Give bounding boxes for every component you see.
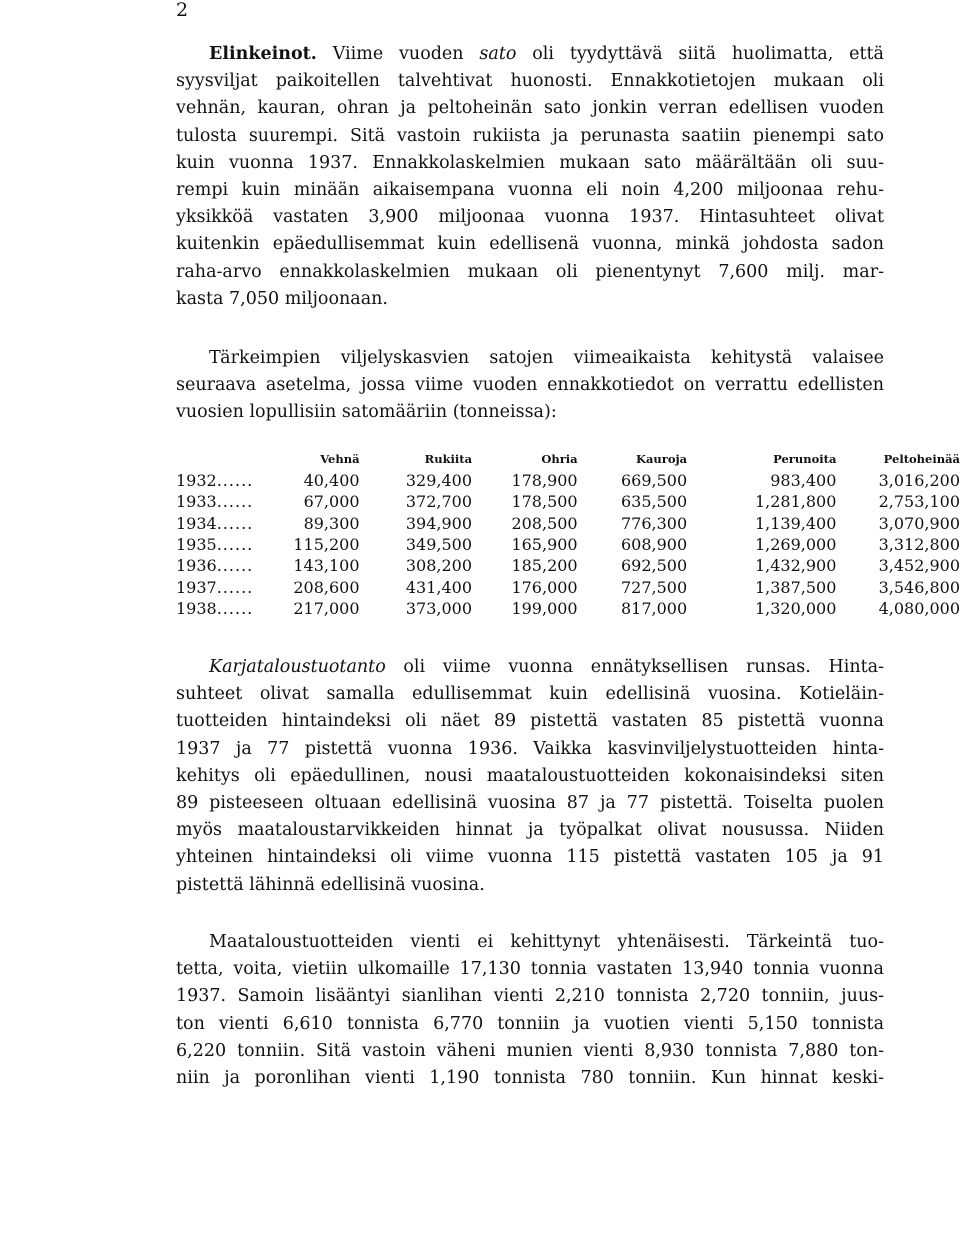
value-cell: 1,139,400 bbox=[754, 513, 837, 533]
text-line: vehnän, kauran, ohran ja peltoheinän sato jonkin verran edellisen vuoden bbox=[176, 98, 884, 119]
year-cell bbox=[176, 491, 286, 512]
value-cell: 208,600 bbox=[293, 577, 360, 597]
text-line: rempi kuin minään aikaisempana vuonna eli noin 4,200 miljoonaa rehu- bbox=[176, 179, 884, 200]
value-cell: 178,900 bbox=[511, 471, 578, 491]
text-line: vuosien lopullisiin satomääriin (tonneissa): bbox=[176, 402, 557, 423]
paragraph-table-intro bbox=[176, 345, 884, 427]
value-cell: 40,400 bbox=[303, 471, 360, 491]
page-number: 2 bbox=[176, 0, 189, 21]
value-cell: 67,000 bbox=[303, 492, 360, 512]
text-line: syysviljat paikoitellen talvehtivat huonosti. Ennakkotietojen mukaan oli bbox=[176, 71, 884, 92]
value-cell: 608,900 bbox=[620, 535, 688, 555]
value-cell: 983,400 bbox=[770, 471, 837, 491]
text-line: 1937. Samoin lisääntyi sianlihan vienti 2,210 tonnista 2,720 tonniin, juus- bbox=[176, 986, 884, 1007]
table-row bbox=[176, 534, 960, 555]
value-cell: 185,200 bbox=[511, 556, 578, 576]
text-line: raha-arvo ennakkolaskelmien mukaan oli pienentynyt 7,600 milj. mar- bbox=[176, 261, 884, 282]
value-cell: 115,200 bbox=[293, 535, 360, 555]
text-line: yhteinen hintaindeksi oli viime vuonna 115 pistettä vastaten 105 ja 91 bbox=[176, 847, 884, 868]
value-cell: 1,387,500 bbox=[754, 577, 837, 597]
paragraph-vienti bbox=[176, 929, 884, 1092]
text-line: suhteet olivat samalla edullisemmat kuin edellisinä vuosina. Kotieläin- bbox=[176, 684, 884, 705]
value-cell: 3,016,200 bbox=[878, 471, 960, 491]
text-line: pistettä lähinnä edellisinä vuosina. bbox=[176, 874, 485, 895]
value-cell: 143,100 bbox=[293, 556, 360, 576]
paragraph-karjatalous bbox=[176, 654, 884, 899]
text-line: myös maataloustarvikkeiden hinnat ja työpalkat olivat nousussa. Niiden bbox=[176, 820, 884, 841]
value-cell: 199,000 bbox=[511, 598, 578, 618]
value-cell: 3,312,800 bbox=[878, 535, 960, 555]
leader-dots: ...... bbox=[216, 598, 254, 618]
value-cell: 89,300 bbox=[303, 513, 360, 533]
year-cell bbox=[176, 598, 286, 619]
paragraph-elinkeinot bbox=[176, 41, 884, 313]
year-label: 1936 bbox=[176, 556, 217, 576]
text-line: 89 pisteeseen oltuaan edellisinä vuosina 87 ja 77 pistettä. Toiselta puolen bbox=[176, 792, 884, 813]
text-fragment: Viime vuoden bbox=[332, 44, 480, 64]
year-cell bbox=[176, 513, 286, 534]
text-line: tulosta suurempi. Sitä vastoin rukiista ja perunasta saatiin pienempi sato bbox=[176, 125, 884, 146]
value-cell: 165,900 bbox=[511, 535, 578, 555]
table-row bbox=[176, 576, 960, 597]
value-cell: 329,400 bbox=[405, 471, 473, 491]
text-line bbox=[176, 654, 884, 681]
section-heading: Elinkeinot. bbox=[209, 44, 317, 64]
value-cell: 727,500 bbox=[620, 577, 688, 597]
leader-dots: ...... bbox=[216, 556, 254, 576]
text-line: niin ja poronlihan vienti 1,190 tonnista 780 tonniin. Kun hinnat keski- bbox=[176, 1067, 884, 1088]
text-line: Tärkeimpien viljelyskasvien satojen viimeaikaista kehitystä valaisee bbox=[209, 348, 884, 368]
value-cell: 178,500 bbox=[511, 492, 578, 512]
value-cell: 1,432,900 bbox=[754, 556, 837, 576]
value-cell: 308,200 bbox=[405, 556, 473, 576]
value-cell: 3,546,800 bbox=[878, 577, 960, 597]
value-cell: 349,500 bbox=[405, 535, 473, 555]
value-cell: 776,300 bbox=[620, 513, 688, 533]
year-label: 1934 bbox=[176, 513, 217, 533]
value-cell: 635,500 bbox=[620, 492, 688, 512]
text-line: ton vienti 6,610 tonnista 6,770 tonniin ja vuotien vienti 5,150 tonnista bbox=[176, 1013, 884, 1034]
table-row bbox=[176, 491, 960, 512]
column-header: Rukiita bbox=[424, 452, 473, 466]
text-line: tuotteiden hintaindeksi oli näet 89 pistettä vastaten 85 pistettä vuonna bbox=[176, 711, 884, 732]
year-label: 1935 bbox=[176, 535, 217, 555]
text-line: kehitys oli epäedullinen, nousi maataloustuotteiden kokonaisindeksi siten bbox=[176, 765, 884, 786]
crop-yield-table bbox=[176, 448, 960, 619]
text-fragment: oli tyydyttävä siitä huolimatta, että bbox=[516, 44, 884, 64]
text-line: seuraava asetelma, jossa viime vuoden ennakkotiedot on verrattu edellisten bbox=[176, 375, 884, 396]
column-header: Ohria bbox=[541, 452, 578, 466]
value-cell: 3,070,900 bbox=[878, 513, 960, 533]
text-line: 1937 ja 77 pistettä vuonna 1936. Vaikka kasvinviljelystuotteiden hinta- bbox=[176, 738, 884, 759]
value-cell: 2,753,100 bbox=[878, 492, 960, 512]
text-fragment: oli viime vuonna ennätyksellisen runsas. Hinta- bbox=[385, 657, 884, 677]
table-row bbox=[176, 598, 960, 619]
leader-dots: ...... bbox=[216, 513, 254, 533]
value-cell: 3,452,900 bbox=[878, 556, 960, 576]
value-cell: 692,500 bbox=[620, 556, 688, 576]
table-body bbox=[176, 470, 960, 619]
year-cell bbox=[176, 534, 286, 555]
value-cell: 373,000 bbox=[405, 598, 473, 618]
text-line: kuin vuonna 1937. Ennakkolaskelmien mukaan sato määrältään oli suu- bbox=[176, 152, 884, 173]
year-label: 1938 bbox=[176, 598, 217, 618]
year-cell bbox=[176, 576, 286, 597]
emphasis-sato: sato bbox=[479, 44, 517, 64]
value-cell: 669,500 bbox=[620, 471, 688, 491]
table-row bbox=[176, 555, 960, 576]
value-cell: 1,281,800 bbox=[754, 492, 837, 512]
value-cell: 372,700 bbox=[405, 492, 473, 512]
leader-dots: ...... bbox=[216, 535, 254, 555]
value-cell: 208,500 bbox=[511, 513, 578, 533]
text-line: tetta, voita, vietiin ulkomaille 17,130 tonnia vastaten 13,940 tonnia vuonna bbox=[176, 959, 884, 980]
value-cell: 394,900 bbox=[405, 513, 473, 533]
year-label: 1937 bbox=[176, 577, 217, 597]
year-cell bbox=[176, 555, 286, 576]
column-header: Perunoita bbox=[773, 452, 837, 466]
text-line bbox=[176, 41, 884, 68]
column-header: Vehnä bbox=[320, 452, 360, 466]
table-row bbox=[176, 513, 960, 534]
leader-dots: ...... bbox=[216, 471, 254, 491]
column-header: Kauroja bbox=[635, 452, 688, 466]
text-line: yksikköä vastaten 3,900 miljoonaa vuonna 1937. Hintasuhteet olivat bbox=[176, 207, 884, 228]
year-label: 1932 bbox=[176, 471, 217, 491]
column-header: Peltoheinää bbox=[883, 452, 960, 466]
value-cell: 431,400 bbox=[405, 577, 473, 597]
text-line: kasta 7,050 miljoonaan. bbox=[176, 288, 388, 309]
value-cell: 1,269,000 bbox=[754, 535, 837, 555]
value-cell: 817,000 bbox=[620, 598, 688, 618]
value-cell: 176,000 bbox=[511, 577, 578, 597]
table-row bbox=[176, 470, 960, 491]
text-line: 6,220 tonniin. Sitä vastoin väheni munien vienti 8,930 tonnista 7,880 ton- bbox=[176, 1040, 884, 1061]
leader-dots: ...... bbox=[216, 492, 254, 512]
text-line: Maataloustuotteiden vienti ei kehittynyt yhtenäisesti. Tärkeintä tuo- bbox=[209, 932, 884, 952]
year-cell bbox=[176, 470, 286, 491]
text-line: kuitenkin epäedullisemmat kuin edellisenä vuonna, minkä johdosta sadon bbox=[176, 234, 884, 255]
year-label: 1933 bbox=[176, 492, 217, 512]
value-cell: 4,080,000 bbox=[878, 598, 960, 618]
value-cell: 1,320,000 bbox=[754, 598, 837, 618]
value-cell: 217,000 bbox=[293, 598, 360, 618]
year-column-header bbox=[176, 448, 286, 470]
table-header-row bbox=[176, 448, 960, 470]
leader-dots: ...... bbox=[216, 577, 254, 597]
emphasis-karjataloustuotanto: Karjataloustuotanto bbox=[209, 657, 386, 677]
